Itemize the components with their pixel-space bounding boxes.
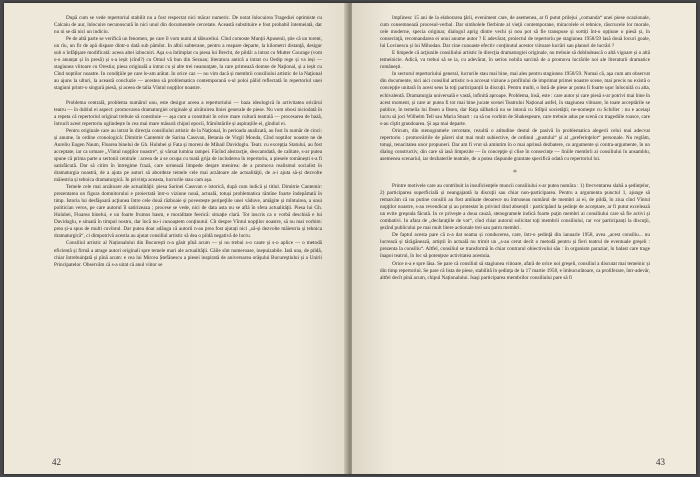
paragraph: Pentru originale care au intrat în direcția consiliului artistic de la Naţional, în perioada analizată, au fost în număr de cinci: și anume, în ordine cronologică: Dimitrie Cantemir de Sarina Cassvan, Betania de Virgil Monda, Cînd noptilor noastre ne de Aureliu Eugen Naum, Floarea binelui de Gh. Hulubei și Fata și moreni de Mihail Davidoglu. Teatr. cu excepția Statului, au fost acceptate, iar ca urmare „Vîntul nopţilor noastre“, și vărsat lumina rampei. Făcînd abstracţie, deocamdată, de calitate, s-ar putea spune că prima parte a sertonii centrale : aceea de a se ocupa cu toată grija de includerea în repertoriu, a piesele românești s-a fi satisfăcută. Dar să citim în întregime frază, care urmează limpede despre menirea: de a promova realismul socialist în dramaturgia noastră, de a ajuta pe autori să abordeze temele cele mai arzătoare ale actualităţii, de a-i ajuta să-și dezvolte măiestria și tehnica dramaturgică. In privinţa aceasta, lucrurile stau cam aşa. <box>54 127 322 184</box>
left-page-text <box>54 15 322 269</box>
paragraph: E limpede că acţiunile consiliului artistic în direcţia dramaturgiei originale, nu trebuie să dobîndească o altă vigoare și o altă temeinicie. Adică, va trebui să se ia, cu adevărat, în serios nobila sarcină de a promova lucrările noi ale literaturii dramatice româneşti. <box>380 50 650 71</box>
book-spread <box>4 3 696 474</box>
page-number: 42 <box>52 457 61 467</box>
paragraph: împlinesc 15 ani de la elaborarea ţării, eveniment care, de asemenea, ar fi putut prilejui „comanda“ unei piese ocazionale, cum consemnează procesul-verbal. Dar simbolele fierbinte al vieţii contemporane, miracolele ei tehnice, răscrucele lor morale, cele moderne, specia originar, dialogul aprig dintre vechi și nou pot să fie transpuse și sortiți înt-o opțiune o piesă și, în consecinţă, recomandarea ei unui anume autor ? E adevărat, proiectul de repertoriu pe stagiunea 1958/59 lasă două locuri goale, lui Lovinescu și lui Mihodan. Dar cine cunoaste efectiv conţinutul acestor viitoare lucrări sau planuri de lucrări ? <box>380 15 650 50</box>
section-separator: * <box>513 167 517 177</box>
paragraph: Orice n-a e spre lăsa. Se pare că consiliul să stagiunea viitoare, afară de orice noi greşeli, consiliul a discutat mai temeinic și din timp repertoriul. Se pare că lista de piese, stabilită în şedinţa de la 17 martie 1958, e îmbucurătoare, ca proliferare, într-adevăr, altfel decît pînă acum, chipul Naționalului. Isaşi participarea membrilor consiliului pare să fi <box>380 260 650 281</box>
paragraph: Pe de altă parte se verifică un fenomen, pe care îl vom numi al tăbuceliui. Cînd comoste Munții Apusenii, știe că un torent, un rîu, un fir de apă dispare dintr-o dată sub pămînt. In albii subterane, pentru a reapare departe, la kilometri distanţă, desigur sub o înfăţişare modificată: aceea altei izbucniri. Aşa s-a întîmplat cu piesa lui Brecht, de pildă: a intrat cu Mutter Courage (vom s-o anunțat și în presă) și s-a ieșit (cînd?) cu Omul vă bun din Sezuan; literatura antică a intrat cu Oedip rege și va ieși — stagiunea viitoare cu Orestia; piesa originală a intrat cu și alte trei neanunţate, la care primează domne de Naţional, și a ieșit cu Cînd noptilor noastre. In condițiile pe care le-am arătat. In orice caz — nu vim dacă și membrii consiliului artistic de la Naţional au ajuns la ulturi, la această concluzie — acestea să problematica contemporană s-ul poloi pălid reflectată în repertoriul unei stagiuni printr-o singură piesă, și aceea de talia Vîntul nopţilor noastre. <box>54 36 322 92</box>
paragraph: Oricum, din stenogramele cercetate, rezultă o atitudine destul de pasivă în problematica alegerii celui mai adecvat repertoriu : promovăriile de păreri slut mai mult subiective, de ordinul „gustului“ și al „preferinţelor“ personale. Nu reglăm, totuşi, tenacitatea unor propuneri. Dar am fi vrut să amintim în o mai aprinsă dezbatere, cu argumente și contra-argumente, în un dialog constructiv, din care să iasă limpezite — în concepţie și clise în consecinţe — liniile membrii ai consiliului în ansamblu, asemenea scenariul, iar dezbaterile teatrale, de a putea răspunde grantate specifică odată cu repertoriul lui. <box>380 127 650 162</box>
paragraph: Temele cele mai arzătoare ale actualităţii: piesa Sarinei Cassvan e istorică, după cum indică și titlul. Dimitrie Cantemir: prezentarea un figura domnitorului e proiectată într-o viziune nouă, actuală, totuși problematica rămîne foarte îndepărtată în timp. Istoria lui desfăşoară acţiunea între cele două războaie și povestește peripeţiile unei văduve, amăgite și mîntuirea, a unui politician veros, pe care autorul îl satirizeaza ; procese se vede, nici de data asta nu se află în sfera actualităţii. Piesa lui Gh. Hulubei, Floarea binelui, e un foarte frumos basm, e moralitate feerică: situaţie clară. Tot inscris ca o vorbă deschisă e lui Davidoglu, e situată în timpul nostru, dar încă nu-i cunoaştem conţinutul. Cît despre Vîntul nopţilor noastre, să nu mai vorbim: prea și-a spus de multi cuvîntul. Dar putea doar adăuga că autorii n-au prea fost ajutați nici „să-și dezvolte măiestria și tehnica dramaturgică“, ci dimpotrivă acestia au ajutat consiliul artistic să dea o pildă negativă de lucru. <box>54 184 322 240</box>
paragraph: Printre motivele care au contribuit la insuficienţele muncii consiliului s-ar putea număra : 1) frecventarea slabă a şedinţelor, 2) participarea superficială și neangajantă la discuţii sau chiar non-participarea. Pentru a argumenta punctul 1, ajunge să remarcăm că nu putine consilii au fost amînate deoarece nu întruneau numărul de membri ai ei, de pildă, în ziua cînd Vîntul nopţilor noastre, s-au revendicat și au protestat în privind rând absențil : participând la şedinţe de acceptare, ar fi putut excelează un evite greşeala făcută. In ce priveşte a doua cauză, stenogramele indică foarte puţin membri ai consiliului care să fie activi și combativi. In afara de „declaraţiile de vot“, cînd chiar autorul solicitat toţi membrii consiliului, rar vor participanți la discuţii, şezînd publicului pe mai mult litere actionale trei sau patru membri. <box>380 182 650 232</box>
page-number: 43 <box>656 457 665 467</box>
paragraph: Problema centrală, problema numărul unu, este desigur aceea a repertoriului — baza ideologică în activitatea oricărui teatru — în dublul ei aspect: promovarea dramaturgiei originale și alcătuirea liniei generale de piese. Nu vom obosi niciodată în a repeta că repertoriul original trebuie să constituie — aşa cum a constituit în orice mare cultură teatrală — procesarea de bază, întrucît acest repertoriu oglindește în cea mai mare măsură chipul epocii, frămîntările și aspirațiile ei, gîndiul ei. <box>54 99 322 127</box>
paragraph: După cum se vede repertoriul stabilit nu a fost respectat nici măcar numeric. De notat înlocuirea Tragediei optimiste cu Calcaiu de aur, înlocuire necunoscută în nici unul din documentele cercetate. Această substituire e fost probabil întemeiată, dar nu ni se dă nici un indiciu. <box>54 15 322 36</box>
paragraph: In sectorul repertoriului general, lucrurile stau mai bine, mai ales pentru stagiunea 1958/59. Numai că, aşa cum am observat din documente, nici aici consiliul artistic n-a accesat viziune a profilului de imprimat primei noastre scene, mai precis nu există o concepţie unitară în acest sens la toţi participanții la discuţii. Pentru multi, o listă de piese ar putea fi foarte uşor înlocuită cu alta, echivalentă. Dramaturgia universală e vastă, infinită aproape. Problema, însă, este : care autor și care piesă s-ar potrivi mai bine în acest moment, și care ar putea fi tot mai bine jucate scenei Teatrului Național astfel, în stagiunea viitoare, în toate acceptările se publice, în temelia lui Ibsen a Ibsen, dar Raţa sălbatică nu se intonă cu Stîlpii societăţii; ne-nomeşte cu Schiller : nu e aceiaşi lucru să joci Wilhelm Tell sau Maria Stuart : ca să nu vorbim de Shakespeare, care trebuie adus pe scenă cu tragediile roasce, care s-au cîştit grandoarea. Şi aşa mai departe. <box>380 71 650 127</box>
paragraph: De faptul acesta pare că n-a dat seama și conducerea, care, într-o şedinţă din ianuarie 1958, avea „acest consiliu... nu lucrează și tărăgănează, artiştii în actuală nu trimit un „s-au cerut decît o metodă pentru și fieri teatrul de eventuale greşeli : prezenta la consiliu“. Altfel, consiliul se transformă în chiar contrarul obiectivului său : în organism paraziar, în balast care trage înapoi teatrul, în loc să potenţeze activitatea acestuia. <box>380 232 650 260</box>
paragraph: Consiliul artistic al Naționalului din București n-a găsit pînă acum — și nu trebui s-o caute și s-o aplice — o metodă eficientă și firmă a atrage autori originali spre temele mari ale actualităţii. Căile sînt numeroase, inepuizabile. Iată una, de pildă, chiar întrebuinţată și pînă acum: e cea lui Mircea Ștefănescu a piesei inspirată de aniversarea orăşului Bucureştiului și a Unirii Principatelor. Observăm că s-a uitat că anul viitor se <box>54 240 322 268</box>
left-page <box>4 3 348 474</box>
right-page-text <box>380 15 650 282</box>
right-page <box>352 3 696 474</box>
